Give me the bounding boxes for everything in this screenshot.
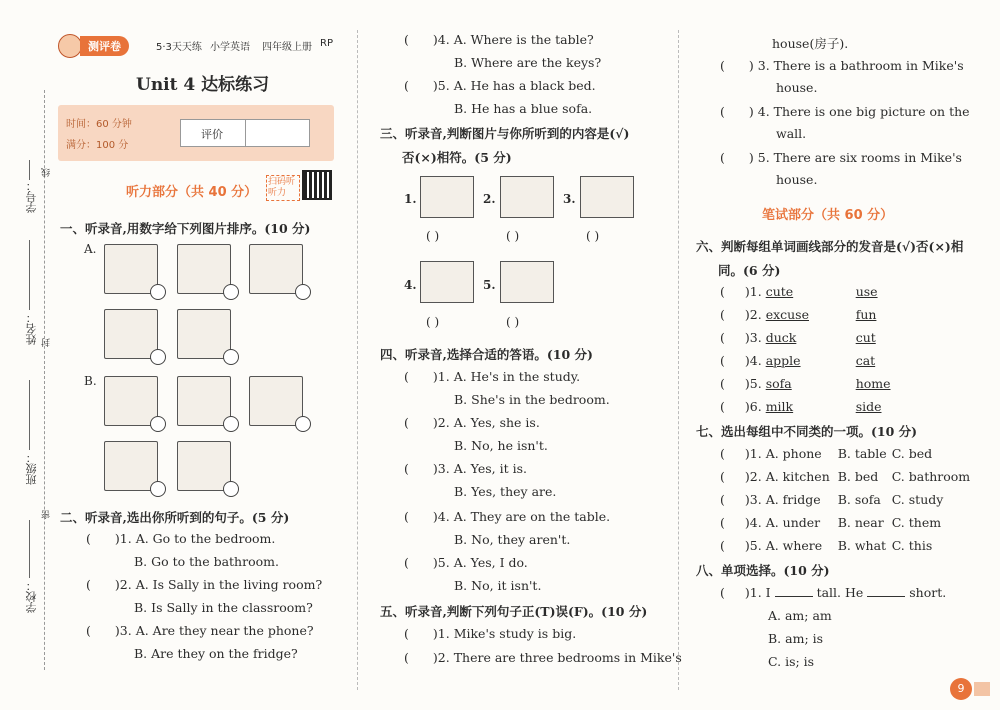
boy-kitchen-picture	[580, 176, 634, 218]
middle-column	[370, 28, 682, 688]
s4-question-4[interactable]: ( )4. A. They are on the table.	[404, 509, 611, 524]
s5-question-5[interactable]: ( ) 5. There are six rooms in Mike's	[720, 150, 962, 165]
s4-question-2[interactable]: ( )2. A. Yes, she is.	[404, 415, 540, 430]
page-number: 9	[950, 678, 972, 700]
s7-question-3[interactable]: ( )3. A. fridge B. sofa C. study	[720, 492, 944, 507]
listening-section-header: 听力部分（共 40 分）	[126, 185, 258, 200]
section-3-title: 三、听录音,判断图片与你所听到的内容是(√)	[380, 126, 630, 141]
s7-question-5[interactable]: ( )5. A. where B. what C. this	[720, 538, 933, 553]
study-picture	[177, 441, 231, 491]
section-8-title: 八、单项选择。(10 分)	[696, 563, 830, 578]
answer-circle[interactable]	[295, 284, 311, 300]
s4-option-b[interactable]: B. Yes, they are.	[454, 484, 557, 499]
section-2-title: 二、听录音,选出你所听到的句子。(5 分)	[60, 510, 290, 525]
s4-option-b[interactable]: B. No, it isn't.	[454, 578, 542, 593]
s5-question-1[interactable]: ( )1. Mike's study is big.	[404, 626, 577, 641]
s3-num-1: 1.	[404, 192, 417, 206]
table-picture	[177, 244, 231, 294]
living-room-picture	[104, 376, 158, 426]
s8-question-1[interactable]: ( )1. I tall. He short.	[720, 585, 947, 600]
kitchen-picture	[177, 376, 231, 426]
s6-question-4[interactable]: ( )4. apple cat	[720, 353, 876, 368]
s4-option-b[interactable]: B. She's in the bedroom.	[454, 392, 610, 407]
column-divider-2	[678, 30, 679, 690]
s2-question-5[interactable]: ( )5. A. He has a black bed.	[404, 78, 596, 93]
s6-question-3[interactable]: ( )3. duck cut	[720, 330, 876, 345]
s2-question-3[interactable]: ( )3. A. Are they near the phone?	[86, 623, 314, 638]
student-number-label: 学号：	[25, 180, 38, 213]
s3-answer-1[interactable]: ( )	[426, 229, 440, 243]
binding-mark-line: 线	[42, 168, 52, 177]
test-badge: 测评卷	[80, 36, 129, 56]
phone-picture	[249, 244, 303, 294]
section-6-title-cont: 同。(6 分)	[718, 263, 781, 278]
s2-option-b[interactable]: B. Go to the bathroom.	[134, 554, 279, 569]
header-grade: 四年级上册	[262, 42, 312, 53]
student-name-label: 姓名：	[25, 312, 38, 345]
binding-margin	[0, 0, 50, 710]
s2-option-b[interactable]: B. Are they on the fridge?	[134, 646, 298, 661]
s8-option-c[interactable]: C. is; is	[768, 654, 815, 669]
s3-num-2: 2.	[483, 192, 496, 206]
written-section-header: 笔试部分（共 60 分）	[762, 208, 894, 223]
section-7-title: 七、选出每组中不同类的一项。(10 分)	[696, 424, 918, 439]
s2-option-b[interactable]: B. Is Sally in the classroom?	[134, 600, 313, 615]
s6-question-1[interactable]: ( )1. cute use	[720, 284, 878, 299]
bedroom-picture	[104, 441, 158, 491]
info-box	[58, 105, 334, 161]
s8-option-a[interactable]: A. am; am	[768, 608, 832, 623]
section-6-title: 六、判断每组单词画线部分的发音是(√)否(×)相	[696, 239, 964, 254]
header-edition: RP	[320, 38, 333, 49]
full-score: 满分：100 分	[66, 140, 129, 151]
s3-num-5: 5.	[483, 278, 496, 292]
s4-question-5[interactable]: ( )5. A. Yes, I do.	[404, 555, 528, 570]
s4-option-b[interactable]: B. No, they aren't.	[454, 532, 571, 547]
s2-option-b[interactable]: B. Where are the keys?	[454, 55, 602, 70]
section-5-title: 五、听录音,判断下列句子正(T)误(F)。(10 分)	[380, 604, 648, 619]
answer-circle[interactable]	[150, 349, 166, 365]
binding-mark-secret: 密	[42, 510, 52, 519]
s3-answer-3[interactable]: ( )	[586, 229, 600, 243]
s4-question-1[interactable]: ( )1. A. He's in the study.	[404, 369, 581, 384]
s3-num-3: 3.	[563, 192, 576, 206]
s5-question-3[interactable]: ( ) 3. There is a bathroom in Mike's	[720, 58, 964, 73]
s3-answer-4[interactable]: ( )	[426, 315, 440, 329]
table-phone-picture	[420, 261, 474, 303]
s3-num-4: 4.	[404, 278, 417, 292]
school-label: 学校：	[25, 580, 38, 613]
s8-option-b[interactable]: B. am; is	[768, 631, 824, 646]
s4-question-3[interactable]: ( )3. A. Yes, it is.	[404, 461, 527, 476]
s5-question-3-cont: house.	[776, 80, 818, 95]
page-title: Unit 4 达标练习	[136, 75, 270, 95]
section-1-title: 一、听录音,用数字给下列图片排序。(10 分)	[60, 221, 311, 236]
s2-option-b[interactable]: B. He has a blue sofa.	[454, 101, 593, 116]
fridge-picture	[104, 309, 158, 359]
binding-dashed-line	[44, 90, 45, 670]
s6-question-6[interactable]: ( )6. milk side	[720, 399, 882, 414]
qr-label: 扫码听听力	[266, 175, 300, 201]
s5-question-4[interactable]: ( ) 4. There is one big picture on the	[720, 104, 970, 119]
s3-answer-2[interactable]: ( )	[506, 229, 520, 243]
boy-computer-picture	[500, 176, 554, 218]
answer-circle[interactable]	[150, 284, 166, 300]
s4-option-b[interactable]: B. No, he isn't.	[454, 438, 548, 453]
sofa-cat-picture	[420, 176, 474, 218]
rating-label: 评价	[201, 128, 223, 141]
answer-circle[interactable]	[223, 349, 239, 365]
answer-circle[interactable]	[223, 284, 239, 300]
right-column	[690, 28, 990, 698]
group-a-label: A.	[84, 242, 97, 256]
header-series: 5·3天天练	[156, 42, 202, 53]
left-column	[50, 28, 360, 688]
mascot-icon	[58, 34, 82, 58]
answer-circle[interactable]	[295, 416, 311, 432]
s7-question-1[interactable]: ( )1. A. phone B. table C. bed	[720, 446, 933, 461]
kitchen-counter-picture	[249, 376, 303, 426]
s5-question-2[interactable]: ( )2. There are three bedrooms in Mike's	[404, 650, 682, 665]
group-b-label: B.	[84, 374, 97, 388]
section-4-title: 四、听录音,选择合适的答语。(10 分)	[380, 347, 593, 362]
s2-question-2[interactable]: ( )2. A. Is Sally in the living room?	[86, 577, 323, 592]
class-label: 班级：	[25, 452, 38, 485]
answer-circle[interactable]	[150, 481, 166, 497]
answer-circle[interactable]	[223, 481, 239, 497]
page-tab-decoration	[974, 682, 990, 696]
binding-mark-seal: 封	[42, 338, 52, 347]
s6-question-2[interactable]: ( )2. excuse fun	[720, 307, 877, 322]
time-limit: 时间：60 分钟	[66, 119, 132, 130]
door-picture	[500, 261, 554, 303]
s2-question-4[interactable]: ( )4. A. Where is the table?	[404, 32, 594, 47]
answer-circle[interactable]	[150, 416, 166, 432]
s7-question-2[interactable]: ( )2. A. kitchen B. bed C. bathroom	[720, 469, 971, 484]
s5-question-5-cont: house.	[776, 172, 818, 187]
answer-circle[interactable]	[223, 416, 239, 432]
s3-answer-5[interactable]: ( )	[506, 315, 520, 329]
bed-picture	[104, 244, 158, 294]
sofa-picture	[177, 309, 231, 359]
header-subject: 小学英语	[210, 42, 250, 53]
s5-question-2-cont: house(房子).	[772, 36, 849, 51]
section-3-title-cont: 否(×)相符。(5 分)	[402, 150, 512, 165]
s6-question-5[interactable]: ( )5. sofa home	[720, 376, 891, 391]
s5-question-4-cont: wall.	[776, 126, 807, 141]
rating-box	[180, 119, 310, 147]
s2-question-1[interactable]: ( )1. A. Go to the bedroom.	[86, 531, 276, 546]
s7-question-4[interactable]: ( )4. A. under B. near C. them	[720, 515, 942, 530]
qr-code-icon[interactable]	[302, 170, 332, 200]
